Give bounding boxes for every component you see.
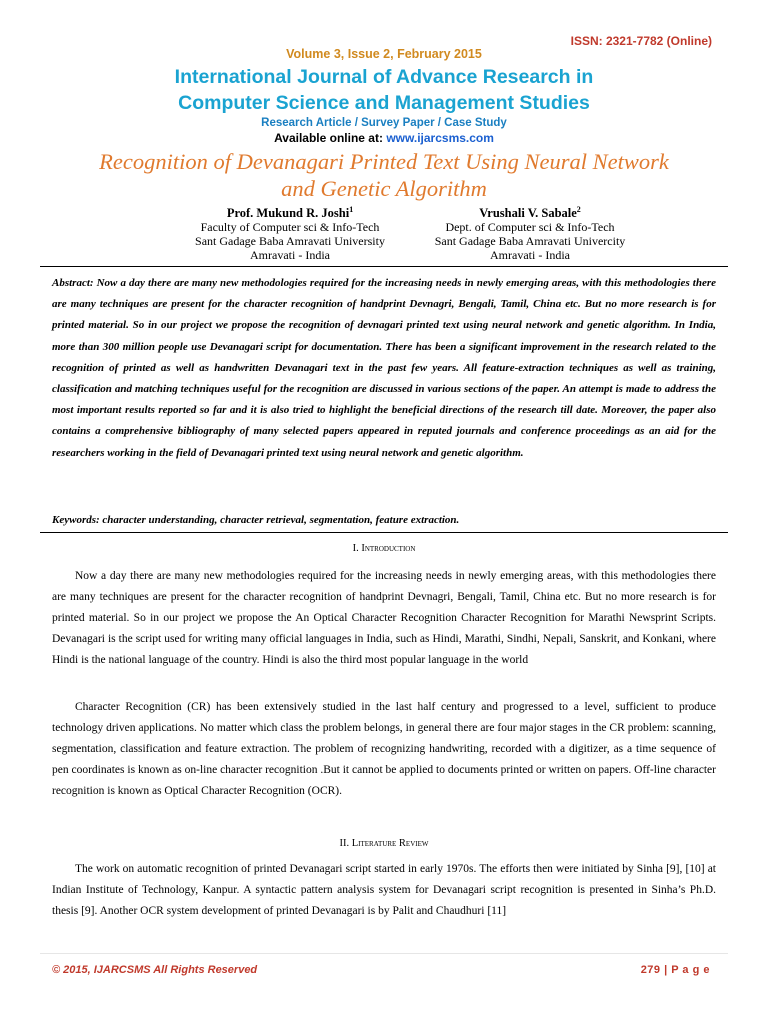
author-affiliation-mark-2: 2 bbox=[576, 205, 581, 214]
volume-issue: Volume 3, Issue 2, February 2015 bbox=[286, 47, 482, 61]
paper-title bbox=[0, 148, 768, 202]
author-name-2: Vrushali V. Sabale$^2$ bbox=[479, 205, 581, 221]
journal-title-line-2: Computer Science and Management Studies bbox=[178, 92, 590, 114]
keywords: Keywords: character understanding, character retrieval, segmentation, feature extraction. bbox=[52, 514, 460, 526]
intro-paragraph-2: Character Recognition (CR) has been extensively studied in the last half century and progressed to a level, sufficient to produce technology driven applications. No matter which class the problem belongs, in general there are four major stages in the CR problem: scanning, segmentation, classification and feature extraction. The problem of recognizing handwriting, recorded with a digitizer, as a time sequence of pen coordinates is known as on-line character recognition .But it cannot be applied to documents printed or written on papers. Off-line character recognition is known as Optical Character Recognition (OCR). bbox=[52, 701, 716, 797]
author-location-2: Amravati - India bbox=[490, 248, 570, 263]
author-block-2 bbox=[360, 203, 700, 262]
available-online bbox=[0, 130, 768, 146]
article-types: Research Article / Survey Paper / Case Study bbox=[261, 117, 507, 129]
intro-paragraph-1: Now a day there are many new methodologies required for the increasing needs in newly emerging areas, with this methodologies there are many techniques are present for the character recognition of handprint Devnagri, Bengali, Tamil, China etc. But no more research is for printed material. So in our project we propose the An Optical Character Recognition Character Recognition for Marathi Newsprint Scripts. Devanagari is the script used for writing many official languages in India, such as Hindi, Marathi, Sindhi, Nepali, Sanskrit, and Konkani, where Hindi is the national language of the country. Hindi is also the third most popular language in the world bbox=[52, 570, 716, 666]
author-university-1: Sant Gadage Baba Amravati University bbox=[195, 234, 385, 249]
abstract: Abstract: Now a day there are many new methodologies required for the increasing needs in newly emerging areas, with this methodologies there are many techniques are present for the character recognition of handprint Devnagri, Bengali, Tamil, China etc. But no more research is for printed material. So in our project we propose the recognition of devnagari printed text using neural network and genetic algorithm. In India, more than 300 million people use Devanagari script for documentation. There has been a significant improvement in the research related to the recognition of printed as well as handwritten Devanagari text in the past few years. All feature-extraction techniques as well as training, classification and matching techniques useful for the recognition are discussed in various sections of the paper. An attempt is made to address the most important results reported so far and it is also tried to highlight the beneficial directions of the research till date. Moreover, the paper also contains a comprehensive bibliography of many selected papers appeared in reputed journals and conference proceedings as an aid for the researchers working in the field of Devanagari printed text using neural network and genetic algorithm. bbox=[52, 277, 716, 459]
section-number: I. bbox=[352, 543, 362, 554]
author-name-1: Prof. Mukund R. Joshi$^1$ bbox=[226, 205, 354, 221]
author-location-1: Amravati - India bbox=[250, 248, 330, 263]
abstract-bottom-rule bbox=[40, 532, 728, 533]
author-dept-2: Dept. of Computer sci & Info-Tech bbox=[445, 220, 615, 235]
issn-label: ISSN: 2321-7782 (Online) bbox=[570, 34, 712, 48]
footer-rule bbox=[40, 953, 728, 954]
available-label: Available online at: bbox=[274, 131, 387, 145]
section-heading-literature-review bbox=[0, 837, 768, 851]
author-affiliation-mark-1: 1 bbox=[349, 205, 354, 214]
section-title: Literature Review bbox=[351, 838, 429, 849]
section-number: II. bbox=[339, 838, 352, 849]
abstract-top-rule bbox=[40, 266, 728, 267]
literature-paragraph-1: The work on automatic recognition of printed Devanagari script started in early 1970s. The efforts then were initiated by Sinha [9], [10] at Indian Institute of Technology, Kanpur. A syntactic pattern analysis system for Devanagari script recognition is presented in Sinha’s Ph.D. thesis [9]. Another OCR system development of printed Devanagari is by Palit and Chaudhuri [11] bbox=[52, 863, 716, 917]
paper-title-line-1: Recognition of Devanagari Printed Text Using Neural Network bbox=[99, 149, 669, 174]
journal-title-line-1: International Journal of Advance Research in bbox=[174, 66, 594, 88]
paper-title-line-2: and Genetic Algorithm bbox=[281, 176, 487, 201]
journal-masthead bbox=[0, 47, 768, 146]
section-title: Introduction bbox=[361, 543, 416, 554]
footer-copyright: © 2015, IJARCSMS All Rights Reserved bbox=[52, 964, 258, 976]
journal-website-link[interactable]: www.ijarcsms.com bbox=[386, 131, 494, 145]
author-dept-1: Faculty of Computer sci & Info-Tech bbox=[200, 220, 380, 235]
journal-title bbox=[0, 64, 768, 116]
section-heading-introduction bbox=[0, 542, 768, 556]
footer-page-number: 279 | P a g e bbox=[640, 964, 710, 976]
author-university-2: Sant Gadage Baba Amravati Univercity bbox=[434, 234, 626, 249]
